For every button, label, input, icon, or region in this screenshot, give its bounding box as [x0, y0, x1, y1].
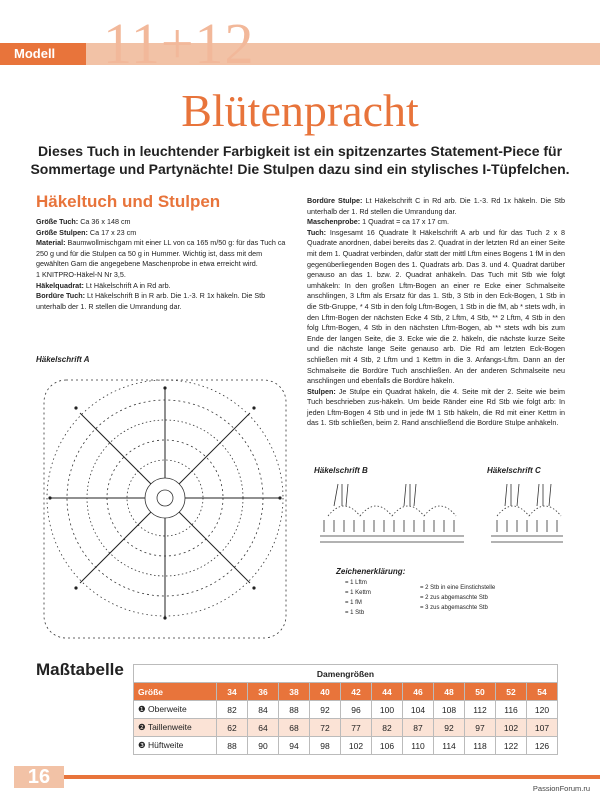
legend-right: [420, 583, 495, 613]
instructions-left: Größe Tuch: Ca 36 x 148 cm Größe Stulpen: Ca 17 x 23 cm Material: Baumwollmischgarn mit einer LL von ca 165 m/50 g: für das Tuch ca 250 g und für die Stulpen ca 50 g in Hummer. Wichtig ist, dass mit dem gewählten Garn die angegebene Maschenprobe in etwa erreicht wird. 1 KNITPRO-Häkel-N Nr 3,5. Häkelquadrat: Lt Häkelschrift A in Rd arb. Bordüre Tuch: Lt Häkelschrift B in R arb. Die 1.-3. R 1x häkeln. Die Stb unterhalb der 1. R stellen die Umrandung dar.: [36, 217, 286, 311]
modell-number: 11+12: [103, 11, 255, 76]
modell-label: Modell: [0, 43, 86, 65]
table-row: ❶ Oberweite 82 84 88 92 96 100 104 108 112 116 120: [134, 701, 558, 719]
section-title: Häkeltuch und Stulpen: [36, 192, 221, 211]
instructions-right: Bordüre Stulpe: Lt Häkelschrift C in Rd arb. Die 1.-3. Rd 1x häkeln. Die Stb unterhalb der 1. Rd stellen die Umrandung dar. Maschenprobe: 1 Quadrat = ca 17 x 17 cm. Tuch: Insgesamt 16 Quadrate lt Häkelschrift A arb und für das Tuch 2 x 8 Quadrate anordnen, dabei bereits das 2. Quadrat in der letzten Rd an einer Seite mit dem 1. Quadrat verbinden, dafür statt der mittl Lftm eines Bogens 1 fM in den gegenüberliegenden Bogen des 1. Quadrats arb. Das 3. und 4. Quadrat darüber genauso an das 1. bzw. 2. Quadrat anhäkeln. Das Tuch mit Stb wie folgt umhäkeln: In den großen Lftm-Bogen an einer re Ecke einer Schmalseite anschlingen, 3 Lftm als Ersatz für das 1. Stb, 3 Stb in den Eck-Bogen, 1 Stb in die Stb-Gruppe, * 4 Stb in den folg Lftm-Bogen, 1 Stb in die fM, ab * stets wdh, in den Lftm-Bogen der nächsten Ecke 4 Stb, 2 Lftm, 4 Stb, ** 2 Lftm, 4 Stb in den folg Lftm-Bogen, 4 Stb in den nächsten Lftm-Bogen, ab ** stets wdh bis zum Ende der langen Seite, die 3. Ecke wie die 2. häkeln, die nächste kurze Seite und die nächste lange Seite genauso arb. Die Rd am letzten Eck-Bogen schließen mit 4 Stb, 2 Lftm und 1 Kettm in die 3. Anfangs-Lftm. Dann an der Schmalseite die Bordüre Tuch anschließen. An der anderen Schmalseite neu anschlingen und ebenfalls die Bordüre häkeln. Stulpen: Je Stulpe ein Quadrat häkeln, die 4. Seite mit der 2. Seite wie beim Tuch beschrieben zus-häkeln. Um beide Ränder eine Rd Stb wie folgt arb: In jeden Lftm-Bogen 4 Stb und in jede fM 1 Stb häkeln, die Rd mit einer Kettm in das 1. Stb schließen, beim 2. Rand anschließend die Bordüre Stulpe anhäkeln.: [307, 196, 565, 428]
footer-watermark: PassionForum.ru: [532, 784, 590, 793]
diagram-b-label: Häkelschrift B: [314, 466, 368, 475]
crochet-chart-b: [314, 476, 474, 556]
diagram-a-label: Häkelschrift A: [36, 355, 90, 364]
legend-item: = 1 Lftm: [345, 580, 367, 586]
legend-title: Zeichenerklärung:: [336, 567, 406, 576]
table-header-row: Größe 34 36 38 40 42 44 46 48 50 52 54: [134, 683, 558, 701]
legend-left: [345, 578, 371, 618]
table-row: ❸ Hüftweite 88 90 94 98 102 106 110 114 118 122 126: [134, 737, 558, 755]
diagram-c-label: Häkelschrift C: [487, 466, 541, 475]
crochet-chart-c: [487, 476, 567, 556]
legend-item: = 1 fM: [345, 600, 362, 606]
legend-item: = 1 Kettm: [345, 590, 371, 596]
intro-text: Dieses Tuch in leuchtender Farbigkeit ist ein spitzenzartes Statement-Piece für Sommertage und Partynächte! Die Stulpen dazu sind ein stylisches I-Tüpfelchen.: [30, 143, 570, 177]
legend-item: = 2 Stb in eine Einstichstelle: [420, 585, 496, 591]
legend-item: = 1 Stb: [345, 610, 365, 616]
page-number: 16: [14, 766, 64, 788]
table-row: ❷ Taillenweite 62 64 68 72 77 82 87 92 97 102 107: [134, 719, 558, 737]
legend-item: = 2 zus abgemaschte Stb: [420, 595, 488, 601]
page-title: Blütenpracht: [181, 85, 419, 136]
crochet-chart-a: [36, 368, 294, 648]
size-table: [133, 664, 558, 755]
legend-item: = 3 zus abgemaschte Stb: [420, 605, 488, 611]
header-bar: [0, 43, 600, 65]
table-group-header: Damengrößen: [134, 665, 558, 683]
size-table-title: Maßtabelle: [36, 660, 124, 679]
footer-bar: [64, 775, 600, 779]
